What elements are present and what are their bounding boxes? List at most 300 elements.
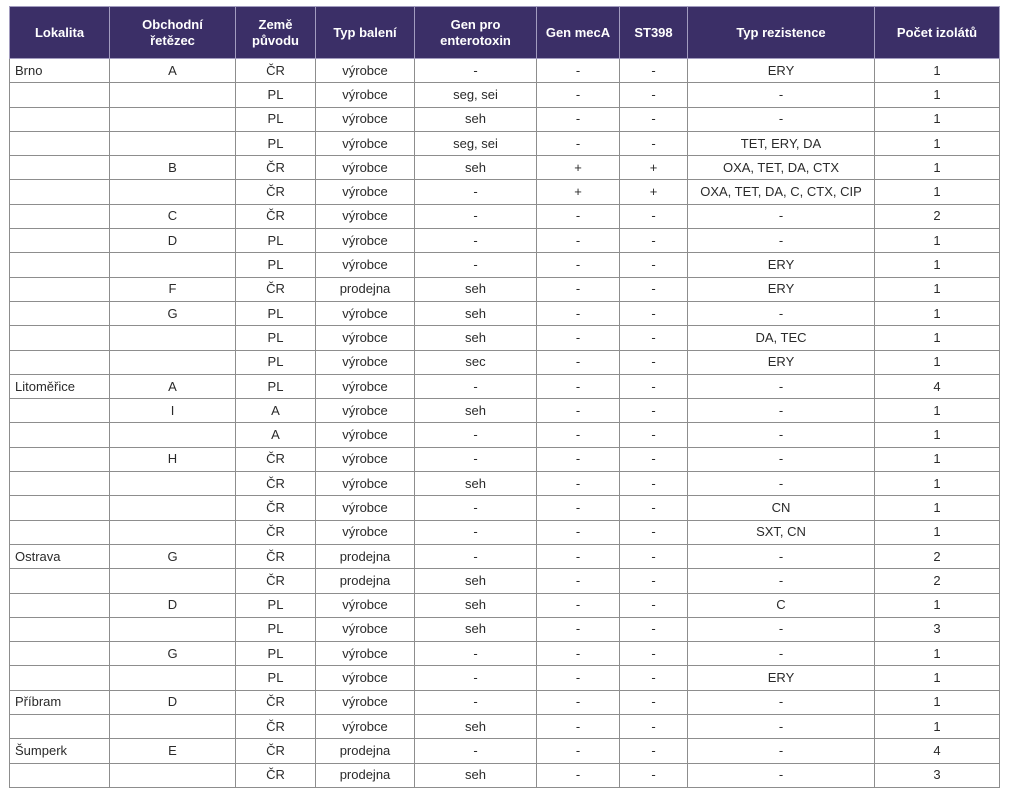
cell-typ-baleni: výrobce [316,496,415,520]
cell-gen-meca: - [537,350,620,374]
cell-gen-meca: - [537,131,620,155]
cell-gen-meca: - [537,423,620,447]
table-row [10,326,1000,350]
cell-typ-rezistence: - [688,83,875,107]
cell-gen-enterotoxin: sec [415,350,537,374]
cell-obchodni-retezec [110,326,236,350]
cell-gen-enterotoxin: seg, sei [415,131,537,155]
cell-zeme-puvodu: PL [236,229,316,253]
cell-obchodni-retezec [110,569,236,593]
cell-st398: - [620,253,688,277]
cell-gen-enterotoxin: - [415,496,537,520]
cell-gen-enterotoxin: - [415,204,537,228]
table-row [10,229,1000,253]
cell-typ-baleni: výrobce [316,229,415,253]
column-header-gen-enterotoxin [415,7,537,59]
cell-lokalita [10,423,110,447]
cell-pocet-izolatu: 3 [875,763,1000,787]
table-row [10,690,1000,714]
cell-pocet-izolatu: 1 [875,666,1000,690]
cell-lokalita [10,642,110,666]
table-row [10,156,1000,180]
cell-typ-baleni: výrobce [316,59,415,83]
cell-typ-baleni: výrobce [316,180,415,204]
cell-st398: - [620,715,688,739]
cell-zeme-puvodu: ČR [236,715,316,739]
cell-gen-meca: - [537,301,620,325]
column-header-label: Typ balení [333,24,397,40]
table-row [10,544,1000,568]
cell-obchodni-retezec: D [110,690,236,714]
cell-zeme-puvodu: PL [236,83,316,107]
cell-st398: - [620,569,688,593]
cell-zeme-puvodu: PL [236,350,316,374]
cell-st398: - [620,374,688,398]
cell-zeme-puvodu: PL [236,326,316,350]
cell-gen-enterotoxin: seh [415,569,537,593]
cell-gen-meca: - [537,617,620,641]
cell-pocet-izolatu: 1 [875,156,1000,180]
cell-obchodni-retezec [110,253,236,277]
cell-zeme-puvodu: ČR [236,156,316,180]
cell-gen-meca: + [537,180,620,204]
cell-typ-baleni: výrobce [316,253,415,277]
cell-gen-enterotoxin: seh [415,399,537,423]
cell-obchodni-retezec: B [110,156,236,180]
cell-zeme-puvodu: PL [236,666,316,690]
cell-st398: + [620,156,688,180]
cell-obchodni-retezec [110,423,236,447]
cell-lokalita [10,472,110,496]
table-row [10,472,1000,496]
cell-typ-rezistence: - [688,447,875,471]
cell-gen-enterotoxin: - [415,447,537,471]
cell-lokalita [10,350,110,374]
cell-typ-baleni: výrobce [316,617,415,641]
cell-lokalita: Šumperk [10,739,110,763]
cell-st398: - [620,520,688,544]
cell-lokalita [10,83,110,107]
cell-obchodni-retezec: A [110,374,236,398]
cell-lokalita [10,253,110,277]
column-header-label: Lokalita [34,24,85,40]
cell-gen-meca: - [537,715,620,739]
column-header-pocet-izolatu [875,7,1000,59]
cell-typ-rezistence: OXA, TET, DA, CTX [688,156,875,180]
cell-typ-baleni: výrobce [316,107,415,131]
cell-typ-baleni: výrobce [316,447,415,471]
cell-pocet-izolatu: 1 [875,715,1000,739]
cell-gen-enterotoxin: seh [415,763,537,787]
cell-gen-meca: - [537,83,620,107]
cell-pocet-izolatu: 1 [875,642,1000,666]
cell-typ-rezistence: SXT, CN [688,520,875,544]
cell-typ-baleni: výrobce [316,423,415,447]
cell-pocet-izolatu: 2 [875,569,1000,593]
cell-typ-baleni: výrobce [316,350,415,374]
cell-gen-meca: - [537,593,620,617]
cell-obchodni-retezec: D [110,593,236,617]
table-row [10,374,1000,398]
cell-st398: - [620,277,688,301]
cell-lokalita [10,156,110,180]
cell-obchodni-retezec: I [110,399,236,423]
column-header-label: Počet izolátů [896,24,978,40]
cell-gen-enterotoxin: - [415,423,537,447]
cell-obchodni-retezec [110,131,236,155]
cell-pocet-izolatu: 1 [875,350,1000,374]
cell-typ-rezistence: TET, ERY, DA [688,131,875,155]
cell-lokalita [10,569,110,593]
cell-gen-meca: - [537,666,620,690]
cell-st398: - [620,229,688,253]
table-row [10,59,1000,83]
column-header-obchodni-retezec [110,7,236,59]
cell-pocet-izolatu: 4 [875,374,1000,398]
table-row [10,739,1000,763]
table-row [10,617,1000,641]
cell-zeme-puvodu: PL [236,107,316,131]
cell-typ-baleni: výrobce [316,83,415,107]
column-header-label: Gen pro [450,16,501,32]
cell-obchodni-retezec [110,472,236,496]
cell-typ-baleni: výrobce [316,666,415,690]
cell-typ-rezistence: - [688,544,875,568]
cell-typ-baleni: výrobce [316,301,415,325]
cell-zeme-puvodu: A [236,399,316,423]
cell-gen-meca: - [537,253,620,277]
cell-st398: - [620,399,688,423]
cell-gen-meca: - [537,472,620,496]
cell-lokalita [10,520,110,544]
cell-st398: - [620,204,688,228]
column-header-typ-rezistence [688,7,875,59]
cell-lokalita [10,107,110,131]
table-row [10,593,1000,617]
cell-typ-baleni: výrobce [316,399,415,423]
cell-zeme-puvodu: PL [236,642,316,666]
cell-pocet-izolatu: 1 [875,496,1000,520]
cell-gen-enterotoxin: seh [415,715,537,739]
cell-gen-enterotoxin: seh [415,301,537,325]
cell-zeme-puvodu: A [236,423,316,447]
column-header-label: Typ rezistence [736,24,826,40]
cell-lokalita [10,180,110,204]
cell-typ-baleni: prodejna [316,277,415,301]
cell-obchodni-retezec [110,617,236,641]
cell-obchodni-retezec: G [110,544,236,568]
cell-gen-enterotoxin: - [415,229,537,253]
cell-lokalita [10,131,110,155]
cell-lokalita [10,763,110,787]
cell-typ-rezistence: - [688,642,875,666]
cell-gen-enterotoxin: - [415,642,537,666]
column-header-label: Obchodní [142,16,203,32]
cell-gen-enterotoxin: - [415,374,537,398]
cell-lokalita [10,496,110,520]
cell-typ-baleni: výrobce [316,593,415,617]
cell-st398: - [620,544,688,568]
cell-typ-baleni: výrobce [316,131,415,155]
cell-st398: - [620,301,688,325]
cell-obchodni-retezec [110,83,236,107]
table-row [10,666,1000,690]
cell-lokalita [10,277,110,301]
cell-typ-rezistence: - [688,423,875,447]
table-row [10,83,1000,107]
cell-typ-baleni: výrobce [316,204,415,228]
cell-lokalita [10,399,110,423]
table-body [10,59,1000,788]
table-row [10,569,1000,593]
table-row [10,107,1000,131]
cell-pocet-izolatu: 1 [875,423,1000,447]
cell-pocet-izolatu: 1 [875,399,1000,423]
cell-obchodni-retezec [110,180,236,204]
cell-zeme-puvodu: PL [236,131,316,155]
cell-typ-baleni: výrobce [316,715,415,739]
table-row [10,399,1000,423]
cell-st398: - [620,107,688,131]
cell-typ-baleni: prodejna [316,569,415,593]
isolates-table [9,6,1000,788]
cell-obchodni-retezec [110,715,236,739]
cell-st398: - [620,472,688,496]
cell-obchodni-retezec: G [110,642,236,666]
cell-zeme-puvodu: PL [236,374,316,398]
cell-lokalita [10,593,110,617]
cell-zeme-puvodu: PL [236,593,316,617]
cell-typ-baleni: prodejna [316,763,415,787]
cell-typ-rezistence: ERY [688,666,875,690]
cell-lokalita: Ostrava [10,544,110,568]
table-row [10,763,1000,787]
cell-gen-enterotoxin: - [415,690,537,714]
cell-zeme-puvodu: ČR [236,59,316,83]
column-header-label-line2: enterotoxin [440,32,511,48]
cell-lokalita [10,447,110,471]
cell-st398: - [620,496,688,520]
cell-gen-enterotoxin: seg, sei [415,83,537,107]
cell-gen-meca: - [537,229,620,253]
cell-lokalita [10,229,110,253]
cell-typ-rezistence: DA, TEC [688,326,875,350]
cell-pocet-izolatu: 1 [875,326,1000,350]
cell-obchodni-retezec [110,496,236,520]
cell-gen-meca: - [537,690,620,714]
cell-zeme-puvodu: ČR [236,690,316,714]
cell-gen-meca: - [537,107,620,131]
cell-pocet-izolatu: 1 [875,229,1000,253]
cell-st398: - [620,763,688,787]
cell-lokalita [10,666,110,690]
cell-typ-rezistence: - [688,399,875,423]
cell-gen-enterotoxin: - [415,180,537,204]
cell-typ-rezistence: ERY [688,253,875,277]
cell-pocet-izolatu: 3 [875,617,1000,641]
cell-gen-meca: - [537,544,620,568]
cell-obchodni-retezec [110,107,236,131]
cell-gen-enterotoxin: - [415,739,537,763]
cell-st398: - [620,423,688,447]
cell-gen-meca: - [537,59,620,83]
cell-st398: - [620,666,688,690]
cell-pocet-izolatu: 1 [875,83,1000,107]
cell-st398: - [620,350,688,374]
cell-zeme-puvodu: ČR [236,569,316,593]
cell-obchodni-retezec: A [110,59,236,83]
cell-typ-rezistence: - [688,107,875,131]
cell-st398: - [620,690,688,714]
cell-lokalita [10,715,110,739]
cell-gen-meca: - [537,569,620,593]
cell-gen-meca: - [537,326,620,350]
cell-pocet-izolatu: 4 [875,739,1000,763]
column-header-st398 [620,7,688,59]
table-header [10,7,1000,59]
cell-typ-baleni: výrobce [316,520,415,544]
cell-gen-enterotoxin: seh [415,156,537,180]
cell-st398: - [620,326,688,350]
cell-gen-enterotoxin: - [415,666,537,690]
cell-pocet-izolatu: 1 [875,107,1000,131]
cell-typ-rezistence: - [688,617,875,641]
cell-gen-enterotoxin: seh [415,617,537,641]
cell-obchodni-retezec: F [110,277,236,301]
cell-gen-meca: - [537,204,620,228]
cell-obchodni-retezec: E [110,739,236,763]
cell-lokalita [10,204,110,228]
cell-pocet-izolatu: 1 [875,472,1000,496]
cell-typ-rezistence: ERY [688,277,875,301]
cell-typ-rezistence: - [688,301,875,325]
table-row [10,204,1000,228]
cell-zeme-puvodu: ČR [236,277,316,301]
column-header-label-line2: řetězec [150,32,195,48]
cell-typ-rezistence: - [688,739,875,763]
cell-typ-baleni: prodejna [316,739,415,763]
cell-obchodni-retezec: G [110,301,236,325]
cell-gen-meca: - [537,642,620,666]
column-header-lokalita [10,7,110,59]
cell-st398: - [620,642,688,666]
cell-typ-baleni: výrobce [316,156,415,180]
cell-gen-enterotoxin: seh [415,277,537,301]
cell-zeme-puvodu: ČR [236,520,316,544]
cell-typ-baleni: výrobce [316,690,415,714]
cell-gen-enterotoxin: seh [415,107,537,131]
table-row [10,715,1000,739]
column-header-label: Gen mecA [545,24,611,40]
table-row [10,447,1000,471]
cell-pocet-izolatu: 1 [875,131,1000,155]
cell-zeme-puvodu: ČR [236,763,316,787]
cell-pocet-izolatu: 1 [875,277,1000,301]
cell-st398: - [620,447,688,471]
cell-typ-rezistence: - [688,569,875,593]
cell-typ-rezistence: ERY [688,59,875,83]
table-row [10,253,1000,277]
cell-gen-meca: - [537,520,620,544]
cell-gen-enterotoxin: - [415,59,537,83]
cell-pocet-izolatu: 1 [875,253,1000,277]
cell-obchodni-retezec [110,763,236,787]
cell-lokalita [10,301,110,325]
column-header-typ-baleni [316,7,415,59]
cell-typ-rezistence: - [688,229,875,253]
column-header-label: ST398 [634,24,673,40]
column-header-label: Země [258,16,293,32]
cell-gen-meca: - [537,399,620,423]
column-header-zeme-puvodu [236,7,316,59]
cell-zeme-puvodu: PL [236,301,316,325]
cell-zeme-puvodu: ČR [236,204,316,228]
header-row [10,7,1000,59]
cell-pocet-izolatu: 1 [875,180,1000,204]
cell-zeme-puvodu: ČR [236,544,316,568]
cell-typ-baleni: výrobce [316,642,415,666]
cell-st398: - [620,83,688,107]
cell-typ-baleni: výrobce [316,326,415,350]
cell-zeme-puvodu: ČR [236,739,316,763]
cell-obchodni-retezec [110,520,236,544]
cell-typ-rezistence: - [688,204,875,228]
cell-st398: + [620,180,688,204]
cell-typ-rezistence: - [688,472,875,496]
cell-pocet-izolatu: 1 [875,59,1000,83]
cell-obchodni-retezec [110,666,236,690]
cell-gen-meca: - [537,277,620,301]
cell-gen-enterotoxin: - [415,253,537,277]
cell-gen-enterotoxin: seh [415,326,537,350]
cell-st398: - [620,617,688,641]
column-header-gen-meca [537,7,620,59]
cell-obchodni-retezec [110,350,236,374]
table-row [10,180,1000,204]
cell-typ-rezistence: C [688,593,875,617]
cell-obchodni-retezec: C [110,204,236,228]
cell-lokalita [10,617,110,641]
table-row [10,423,1000,447]
cell-st398: - [620,739,688,763]
cell-st398: - [620,593,688,617]
cell-gen-enterotoxin: - [415,520,537,544]
cell-lokalita: Příbram [10,690,110,714]
column-header-label-line2: původu [252,32,299,48]
cell-pocet-izolatu: 1 [875,447,1000,471]
cell-st398: - [620,131,688,155]
cell-typ-rezistence: ERY [688,350,875,374]
cell-pocet-izolatu: 1 [875,690,1000,714]
cell-typ-rezistence: - [688,374,875,398]
cell-typ-rezistence: - [688,763,875,787]
cell-obchodni-retezec: D [110,229,236,253]
cell-zeme-puvodu: ČR [236,180,316,204]
cell-gen-meca: - [537,374,620,398]
cell-zeme-puvodu: ČR [236,447,316,471]
cell-zeme-puvodu: ČR [236,472,316,496]
cell-typ-rezistence: OXA, TET, DA, C, CTX, CIP [688,180,875,204]
cell-typ-baleni: výrobce [316,374,415,398]
cell-pocet-izolatu: 1 [875,593,1000,617]
cell-lokalita: Brno [10,59,110,83]
cell-gen-meca: + [537,156,620,180]
cell-gen-meca: - [537,763,620,787]
cell-gen-enterotoxin: seh [415,472,537,496]
cell-typ-baleni: výrobce [316,472,415,496]
cell-gen-enterotoxin: seh [415,593,537,617]
table-row [10,496,1000,520]
